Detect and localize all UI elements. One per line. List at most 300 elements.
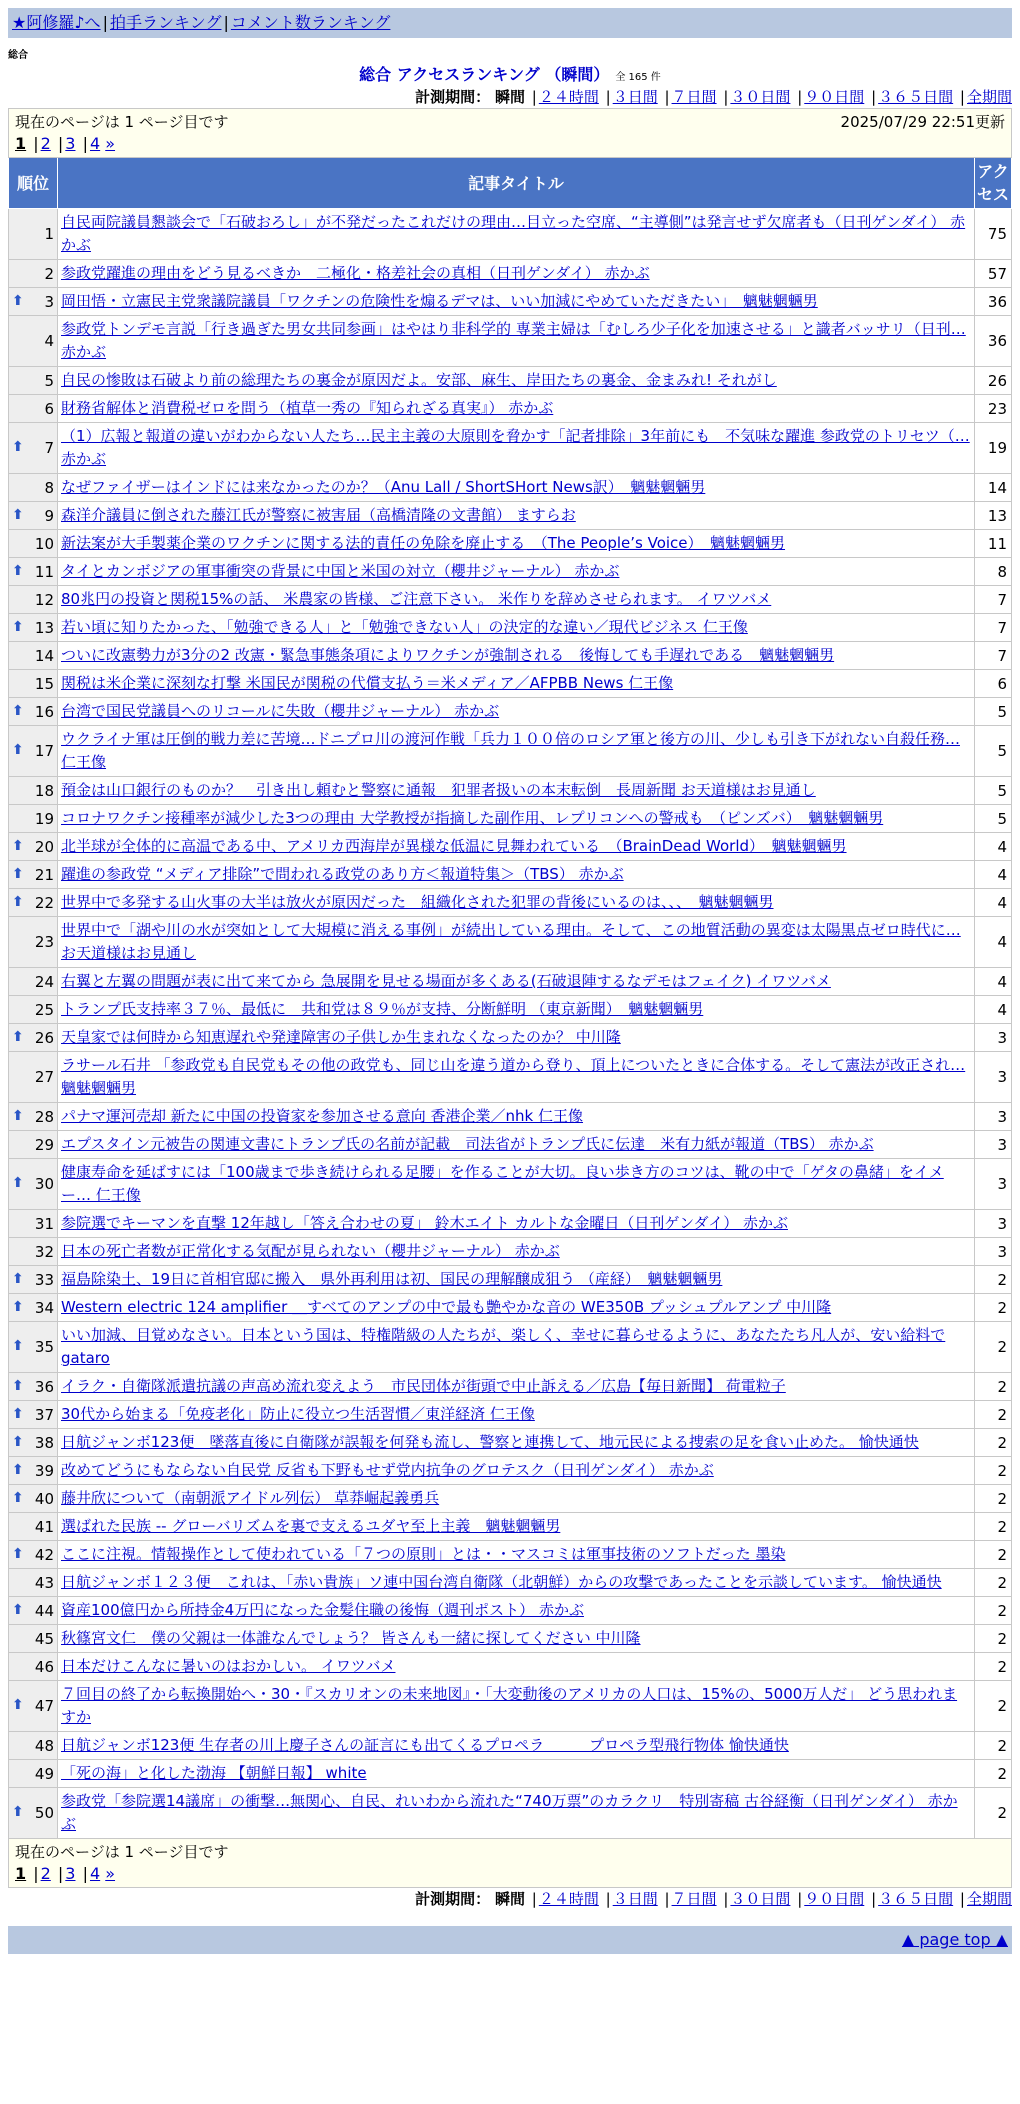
title-cell: [58, 1760, 975, 1788]
up-arrow-icon: ⬆: [12, 1377, 24, 1394]
period-link-7d[interactable]: ７日間: [671, 88, 717, 106]
rank-number: 10: [34, 534, 54, 553]
rank-number: 45: [34, 1629, 54, 1648]
rank-number: 31: [34, 1214, 54, 1233]
article-title-link[interactable]: Western electric 124 amplifier ＿すべてのアンプの中で最も艶やかな音の WE350B プッシュプルアンプ 中川隆: [61, 1298, 832, 1316]
page-info-text-bottom: 現在のページは 1 ページ目です: [15, 1843, 229, 1861]
rank-cell: [9, 614, 58, 642]
rank-number: 1: [44, 225, 54, 243]
title-cell: [58, 288, 975, 316]
table-row: [9, 642, 1012, 670]
up-arrow-icon: ⬆: [12, 562, 24, 579]
title-cell: [58, 1052, 975, 1103]
article-title-link[interactable]: 台湾で国民党議員へのリコールに失敗（櫻井ジャーナル） 赤かぶ: [61, 702, 500, 720]
table-row: [9, 209, 1012, 260]
rank-number: 35: [34, 1338, 54, 1356]
table-row: [9, 670, 1012, 698]
access-count: 8: [975, 558, 1012, 586]
access-count: 11: [975, 530, 1012, 558]
article-title-link[interactable]: 日本だけこんなに暑いのはおかしい。 イワツバメ: [61, 1657, 396, 1675]
table-row: [9, 1541, 1012, 1569]
title-cell: [58, 833, 975, 861]
access-count: 4: [975, 917, 1012, 968]
rank-number: 30: [34, 1175, 54, 1193]
title-cell: [58, 1485, 975, 1513]
up-arrow-icon: ⬆: [12, 1338, 24, 1354]
nav-separator: |: [102, 13, 108, 32]
table-row: [9, 1401, 1012, 1429]
article-title-link[interactable]: 参院選でキーマンを直撃 12年越し「答え合わせの夏」 鈴木エイト カルトな金曜日（日刊ゲンダイ） 赤かぶ: [61, 1214, 788, 1232]
table-row: [9, 1569, 1012, 1597]
article-title-link[interactable]: 80兆円の投資と関税15%の話、 米農家の皆様、ご注意下さい。 米作りを辞めさせられます。 イワツバメ: [61, 590, 772, 608]
access-count: 4: [975, 861, 1012, 889]
title-cell: [58, 698, 975, 726]
article-title-link[interactable]: ７回目の終了から転換開始へ・30・『スカリオンの未来地図』・「大変動後のアメリカの人口は、15%の、5000万人だ」 どう思われますか: [61, 1685, 958, 1726]
rank-cell: [9, 1625, 58, 1653]
page-info-footer: [9, 1839, 1012, 1888]
table-row: [9, 1238, 1012, 1266]
title-cell: [58, 614, 975, 642]
rank-number: 4: [44, 332, 54, 350]
access-count: 5: [975, 805, 1012, 833]
table-row: [9, 1131, 1012, 1159]
article-title-link[interactable]: タイとカンボジアの軍事衝突の背景に中国と米国の対立（櫻井ジャーナル） 赤かぶ: [61, 562, 620, 580]
rank-cell: [9, 1238, 58, 1266]
access-count: 2: [975, 1569, 1012, 1597]
article-title-link[interactable]: 自民の惨敗は石破より前の総理たちの裏金が原因だよ。安部、麻生、岸田たちの裏金、金まみれ! それがし: [61, 371, 777, 389]
nav-link-applause-ranking[interactable]: 拍手ランキング: [109, 13, 222, 32]
page-title: [8, 64, 1012, 86]
rank-number: 14: [34, 646, 54, 665]
table-row: [9, 586, 1012, 614]
table-row: [9, 1457, 1012, 1485]
rank-number: 39: [34, 1461, 54, 1480]
up-arrow-icon: ⬆: [12, 742, 24, 758]
rank-number: 36: [34, 1377, 54, 1396]
table-row: [9, 1103, 1012, 1131]
article-title-link[interactable]: 福島除染土、19日に首相官邸に搬入 県外再利用は初、国民の理解醸成狙う （産経） 魑魅魍魎男: [61, 1270, 723, 1288]
page-top-link[interactable]: ▲ page top ▲: [901, 1930, 1008, 1949]
period-current: 瞬間: [494, 1890, 525, 1908]
article-title-link[interactable]: 財務省解体と消費税ゼロを問う（植草一秀の『知られざる真実』） 赤かぶ: [61, 399, 554, 417]
page-link-4[interactable]: 4: [89, 1864, 101, 1883]
article-title-link[interactable]: 岡田悟・立憲民主党衆議院議員「ワクチンの危険性を煽るデマは、いい加減にやめていただきたい」 魑魅魍魎男: [61, 292, 818, 310]
title-cell: [58, 670, 975, 698]
title-cell: [58, 805, 975, 833]
up-arrow-icon: ⬆: [12, 1175, 24, 1191]
rank-number: 26: [34, 1028, 54, 1047]
rank-cell: [9, 288, 58, 316]
rank-number: 48: [34, 1736, 54, 1755]
period-current: 瞬間: [494, 88, 525, 106]
rank-cell: [9, 889, 58, 917]
article-title-link[interactable]: トランプ氏支持率３７％、最低に 共和党は８９％が支持、分断鮮明 （東京新聞） 魑魅魍魎男: [61, 1000, 704, 1018]
table-row: [9, 1322, 1012, 1373]
article-title-link[interactable]: なぜファイザーはインドには来なかったのか？（Anu Lall / ShortSHort News訳） 魑魅魍魎男: [61, 478, 706, 496]
rank-cell: [9, 1052, 58, 1103]
access-count: 3: [975, 1052, 1012, 1103]
table-row: [9, 1597, 1012, 1625]
rank-number: 43: [34, 1573, 54, 1592]
rank-cell: [9, 367, 58, 395]
article-title-link[interactable]: ここに注視。情報操作として使われている「７つの原則」とは・・マスコミは軍事技術のソフトだった 墨染: [61, 1545, 786, 1563]
access-count: 4: [975, 968, 1012, 996]
rank-cell: [9, 1485, 58, 1513]
rank-cell: [9, 1429, 58, 1457]
title-cell: [58, 996, 975, 1024]
title-cell: [58, 1401, 975, 1429]
up-arrow-icon: ⬆: [12, 1601, 24, 1618]
rank-number: 50: [34, 1804, 54, 1822]
rank-cell: [9, 423, 58, 474]
access-count: 6: [975, 670, 1012, 698]
page-current: 1: [15, 1864, 27, 1883]
article-title-link[interactable]: 預金は山口銀行のものか？ 引き出し頼むと警察に通報 犯罪者扱いの本末転倒 長周新聞 お天道様はお見通し: [61, 781, 816, 799]
period-link-90d[interactable]: ９０日間: [804, 88, 865, 106]
article-title-link[interactable]: いい加減、目覚めなさい。日本という国は、特権階級の人たちが、楽しく、幸せに暮らせるように、あなたたち凡人が、安い給料で gataro: [61, 1326, 946, 1367]
table-row: [9, 1266, 1012, 1294]
table-row: [9, 1513, 1012, 1541]
rank-cell: [9, 530, 58, 558]
table-row: [9, 1429, 1012, 1457]
page-link-4[interactable]: 4: [89, 134, 101, 153]
title-cell: [58, 1732, 975, 1760]
title-cell: [58, 1322, 975, 1373]
article-title-link[interactable]: 資産100億円から所持金4万円になった金髪住職の後悔（週刊ポスト） 赤かぶ: [61, 1601, 584, 1619]
rank-cell: [9, 502, 58, 530]
access-count: 2: [975, 1597, 1012, 1625]
title-cell: [58, 861, 975, 889]
article-title-link[interactable]: 30代から始まる「免疫老化」防止に役立つ生活習慣／東洋経済 仁王像: [61, 1405, 535, 1423]
page-link-3[interactable]: 3: [65, 134, 76, 153]
title-cell: [58, 316, 975, 367]
access-count: 57: [975, 260, 1012, 288]
period-link-365d[interactable]: ３６５日間: [878, 1890, 954, 1908]
article-title-link[interactable]: 選ばれた民族 -- グローバリズムを裏で支えるユダヤ至上主義 魑魅魍魎男: [61, 1517, 561, 1535]
pagination-top: 1 | 2 | 3 | 4 »: [15, 134, 116, 153]
rank-number: 28: [34, 1107, 54, 1126]
period-label: 計測期間：: [415, 88, 491, 106]
rank-number: 46: [34, 1657, 54, 1676]
table-row: [9, 1210, 1012, 1238]
period-link-24h[interactable]: ２４時間: [538, 1890, 599, 1908]
article-title-link[interactable]: 参政党「参院選14議席」の衝撃…無関心、自民、れいわから流れた“740万票”のカラクリ 特別寄稿 古谷経衡（日刊ゲンダイ） 赤かぶ: [61, 1792, 958, 1833]
period-link-90d[interactable]: ９０日間: [804, 1890, 865, 1908]
rank-cell: [9, 1541, 58, 1569]
up-arrow-icon: ⬆: [12, 1804, 24, 1820]
table-row: [9, 777, 1012, 805]
up-arrow-icon: ⬆: [12, 1697, 24, 1713]
rank-cell: [9, 1266, 58, 1294]
title-cell: [58, 726, 975, 777]
rank-cell: [9, 395, 58, 423]
nav-separator: |: [223, 13, 229, 32]
rank-number: 2: [44, 264, 54, 283]
up-arrow-icon: ⬆: [12, 1461, 24, 1478]
article-title-link[interactable]: パナマ運河売却 新たに中国の投資家を参加させる意向 香港企業／nhk 仁王像: [61, 1107, 584, 1125]
access-count: 2: [975, 1513, 1012, 1541]
rank-number: 29: [34, 1135, 54, 1154]
table-row: [9, 833, 1012, 861]
article-title-link[interactable]: 日航ジャンボ123便 生存者の川上慶子さんの証言にも出てくるプロペラ プロペラ型飛行物体 愉快通快: [61, 1736, 789, 1754]
access-count: 4: [975, 889, 1012, 917]
title-cell: [58, 423, 975, 474]
rank-number: 22: [34, 893, 54, 912]
rank-cell: [9, 1131, 58, 1159]
page-link-3[interactable]: 3: [65, 1864, 76, 1883]
rank-number: 13: [34, 618, 54, 637]
rank-cell: [9, 726, 58, 777]
title-cell: [58, 1131, 975, 1159]
rank-cell: [9, 1653, 58, 1681]
article-title-link[interactable]: ラサール石井 「参政党も自民党もその他の政党も、同じ山を違う道から登り、頂上についたときに合体する。そして憲法が改正され… 魑魅魍魎男: [61, 1056, 966, 1097]
rank-cell: [9, 474, 58, 502]
article-title-link[interactable]: 天皇家では何時から知恵遅れや発達障害の子供しか生まれなくなったのか？ 中川隆: [61, 1028, 621, 1046]
title-cell: [58, 1457, 975, 1485]
rank-cell: [9, 968, 58, 996]
rank-number: 9: [44, 506, 54, 525]
table-row: [9, 698, 1012, 726]
rank-number: 42: [34, 1545, 54, 1564]
up-arrow-icon: ⬆: [12, 1107, 24, 1124]
table-row: [9, 1653, 1012, 1681]
title-cell: [58, 558, 975, 586]
article-title-link[interactable]: 自民両院議員懇談会で「石破おろし」が不発だったこれだけの理由…目立った空席、“主導側”は発言せず欠席者も（日刊ゲンダイ） 赤かぶ: [61, 213, 966, 254]
access-count: 2: [975, 1788, 1012, 1839]
article-title-link[interactable]: イラク・自衛隊派遣抗議の声高め流れ変えよう 市民団体が街頭で中止訴える／広島【毎日新聞】 荷電粒子: [61, 1377, 786, 1395]
rank-cell: [9, 1513, 58, 1541]
table-row: [9, 917, 1012, 968]
table-row: [9, 260, 1012, 288]
access-count: 4: [975, 833, 1012, 861]
page-link-2[interactable]: 2: [40, 134, 51, 153]
rank-number: 15: [34, 674, 54, 693]
table-row: [9, 805, 1012, 833]
period-selector-top: 計測期間： 瞬間 | ２４時間 | ３日間 | ７日間 | ３０日間 | ９０日間 | ３６５日間 | 全期間: [415, 88, 1012, 106]
article-title-link[interactable]: 秋篠宮文仁 僕の父親は一体誰なんでしょう？ 皆さんも一緒に探してください 中川隆: [61, 1629, 641, 1647]
title-cell: [58, 1373, 975, 1401]
table-row: [9, 367, 1012, 395]
access-count: 3: [975, 1159, 1012, 1210]
rank-cell: [9, 698, 58, 726]
article-title-link[interactable]: 日航ジャンボ１２３便 これは、「赤い貴族」ソ連中国台湾自衛隊（北朝鮮）からの攻撃であったことを示談しています。 愉快通快: [61, 1573, 942, 1591]
rank-cell: [9, 209, 58, 260]
table-row: [9, 1760, 1012, 1788]
rank-number: 20: [34, 837, 54, 856]
title-cell: [58, 530, 975, 558]
period-link-30d[interactable]: ３０日間: [730, 88, 791, 106]
rank-cell: [9, 1294, 58, 1322]
period-link-7d[interactable]: ７日間: [671, 1890, 717, 1908]
title-cell: [58, 1653, 975, 1681]
title-cell: [58, 586, 975, 614]
table-row: [9, 530, 1012, 558]
article-title-link[interactable]: 健康寿命を延ばすには「100歳まで歩き続けられる足腰」を作ることが大切。良い歩き方のコツは、靴の中で「ゲタの鼻緒」をイメー… 仁王像: [61, 1163, 944, 1204]
access-count: 2: [975, 1457, 1012, 1485]
article-title-link[interactable]: 日航ジャンボ123便 墜落直後に自衛隊が誤報を何発も流し、警察と連携して、地元民による捜索の足を食い止めた。 愉快通快: [61, 1433, 919, 1451]
up-arrow-icon: ⬆: [12, 1270, 24, 1287]
up-arrow-icon: ⬆: [12, 1405, 24, 1422]
rank-cell: [9, 670, 58, 698]
title-cell: [58, 889, 975, 917]
article-title-link[interactable]: （1）広報と報道の違いがわからない人たち…民主主義の大原則を脅かす「記者排除」3年前にも 不気味な躍進 参政党のトリセツ（… 赤かぶ: [61, 427, 970, 468]
up-arrow-icon: ⬆: [12, 1489, 24, 1506]
article-title-link[interactable]: 躍進の参政党 “メディア排除”で問われる政党のあり方＜報道特集＞（TBS） 赤かぶ: [61, 865, 624, 883]
up-arrow-icon: ⬆: [12, 837, 24, 854]
table-row: [9, 996, 1012, 1024]
article-title-link[interactable]: 新法案が大手製薬企業のワクチンに関する法的責任の免除を廃止する （The People’s Voice） 魑魅魍魎男: [61, 534, 786, 552]
table-row: [9, 1159, 1012, 1210]
top-nav: [8, 8, 1012, 38]
rank-number: 21: [34, 865, 54, 884]
rank-number: 34: [34, 1298, 54, 1317]
access-count: 2: [975, 1625, 1012, 1653]
title-cell: [58, 1238, 975, 1266]
article-title-link[interactable]: 日本の死亡者数が正常化する気配が見られない（櫻井ジャーナル） 赤かぶ: [61, 1242, 560, 1260]
page-link-2[interactable]: 2: [40, 1864, 51, 1883]
rank-cell: [9, 1373, 58, 1401]
article-title-link[interactable]: コロナワクチン接種率が減少した3つの理由 大学教授が指摘した副作用、レプリコンへの警戒も （ピンズバ） 魑魅魍魎男: [61, 809, 884, 827]
nav-link-ashura[interactable]: ★阿修羅♪へ: [12, 13, 101, 32]
period-link-30d[interactable]: ３０日間: [730, 1890, 791, 1908]
access-count: 5: [975, 777, 1012, 805]
rank-number: 17: [34, 742, 54, 760]
title-cell: [58, 1266, 975, 1294]
rank-number: 41: [34, 1517, 54, 1536]
period-link-3d[interactable]: ３日間: [612, 88, 658, 106]
col-header-title: 記事タイトル: [58, 158, 975, 209]
period-link-365d[interactable]: ３６５日間: [878, 88, 954, 106]
article-title-link[interactable]: 森洋介議員に倒された藤江氏が警察に被害届（高橋清隆の文書館） ますらお: [61, 506, 576, 524]
article-title-link[interactable]: 藤井欣について（南朝派アイドル列伝） 草莽崛起義勇兵: [61, 1489, 440, 1507]
access-count: 7: [975, 614, 1012, 642]
rank-cell: [9, 1732, 58, 1760]
rank-number: 8: [44, 478, 54, 497]
article-title-link[interactable]: 右翼と左翼の問題が表に出て来てから 急展開を見せる場面が多くある(石破退陣するなデモはフェイク) イワツバメ: [61, 972, 831, 990]
rank-cell: [9, 917, 58, 968]
rank-cell: [9, 586, 58, 614]
article-title-link[interactable]: 参政党トンデモ言説「行き過ぎた男女共同参画」はやはり非科学的 専業主婦は「むしろ少子化を加速させる」と識者バッサリ（日刊… 赤かぶ: [61, 320, 966, 361]
rank-number: 44: [34, 1601, 54, 1620]
article-title-link[interactable]: 「死の海」と化した渤海 【朝鮮日報】 white: [61, 1764, 367, 1782]
rank-number: 6: [44, 399, 54, 418]
title-cell: [58, 1429, 975, 1457]
page-next-link[interactable]: »: [105, 134, 116, 153]
article-title-link[interactable]: ウクライナ軍は圧倒的戦力差に苦境…ドニプロ川の渡河作戦「兵力１００倍のロシア軍と後方の川、少しも引き下がれない自殺任務… 仁王像: [61, 730, 960, 771]
access-count: 7: [975, 586, 1012, 614]
title-cell: [58, 968, 975, 996]
access-count: 5: [975, 726, 1012, 777]
rank-cell: [9, 1760, 58, 1788]
bottom-bar: [8, 1926, 1012, 1954]
access-count: 13: [975, 502, 1012, 530]
table-row: [9, 1052, 1012, 1103]
rank-number: 37: [34, 1405, 54, 1424]
page-next-link[interactable]: »: [105, 1864, 116, 1883]
period-link-all[interactable]: 全期間: [966, 88, 1012, 106]
article-title-link[interactable]: 世界中で「湖や川の水が突如として大規模に消える事例」が続出している理由。そして、この地質活動の異変は太陽黒点ゼロ時代に… お天道様はお見通し: [61, 921, 961, 962]
rank-cell: [9, 260, 58, 288]
up-arrow-icon: ⬆: [12, 1433, 24, 1450]
article-title-link[interactable]: 参政党躍進の理由をどう見るべきか 二極化・格差社会の真相（日刊ゲンダイ） 赤かぶ: [61, 264, 650, 282]
total-count: 全 165 件: [615, 72, 661, 83]
updated-time: 2025/07/29 22:51更新: [840, 113, 1005, 131]
table-row: [9, 474, 1012, 502]
title-cell: [58, 367, 975, 395]
access-count: 5: [975, 698, 1012, 726]
access-count: 3: [975, 1103, 1012, 1131]
title-cell: [58, 395, 975, 423]
access-count: 2: [975, 1760, 1012, 1788]
title-cell: [58, 260, 975, 288]
article-title-link[interactable]: 関税は米企業に深刻な打撃 米国民が関税の代償支払う＝米メディア／AFPBB News 仁王像: [61, 674, 674, 692]
rank-cell: [9, 1024, 58, 1052]
access-count: 2: [975, 1429, 1012, 1457]
page-info-header: [9, 109, 1012, 158]
rank-cell: [9, 1401, 58, 1429]
table-row: [9, 726, 1012, 777]
table-row: [9, 1681, 1012, 1732]
table-row: [9, 614, 1012, 642]
rank-number: 38: [34, 1433, 54, 1452]
table-row: [9, 1024, 1012, 1052]
period-link-all[interactable]: 全期間: [966, 1890, 1012, 1908]
article-title-link[interactable]: 改めてどうにもならない自民党 反省も下野もせず党内抗争のグロテスク（日刊ゲンダイ） 赤かぶ: [61, 1461, 714, 1479]
rank-number: 12: [34, 590, 54, 609]
title-cell: [58, 209, 975, 260]
rank-number: 32: [34, 1242, 54, 1261]
period-link-3d[interactable]: ３日間: [612, 1890, 658, 1908]
access-count: 23: [975, 395, 1012, 423]
rank-number: 47: [34, 1697, 54, 1715]
title-cell: [58, 1681, 975, 1732]
period-label: 計測期間：: [415, 1890, 491, 1908]
title-cell: [58, 474, 975, 502]
period-link-24h[interactable]: ２４時間: [538, 88, 599, 106]
access-count: 2: [975, 1681, 1012, 1732]
access-count: 2: [975, 1732, 1012, 1760]
up-arrow-icon: ⬆: [12, 893, 24, 910]
nav-link-comment-ranking[interactable]: コメント数ランキング: [230, 13, 391, 32]
access-count: 19: [975, 423, 1012, 474]
article-title-link[interactable]: 世界中で多発する山火事の大半は放火が原因だった 組織化された犯罪の背後にいるのは、、、 魑魅魍魎男: [61, 893, 774, 911]
rank-cell: [9, 1788, 58, 1839]
period-selector-bottom: 計測期間： 瞬間 | ２４時間 | ３日間 | ７日間 | ３０日間 | ９０日間 | ３６５日間 | 全期間: [415, 1890, 1012, 1908]
access-count: 3: [975, 1238, 1012, 1266]
rank-number: 23: [34, 933, 54, 951]
rank-number: 27: [34, 1068, 54, 1086]
rank-cell: [9, 1322, 58, 1373]
article-title-link[interactable]: 若い頃に知りたかった、「勉強できる人」と「勉強できない人」の決定的な違い／現代ビジネス 仁王像: [61, 618, 748, 636]
table-row: [9, 1294, 1012, 1322]
access-count: 2: [975, 1401, 1012, 1429]
table-row: [9, 395, 1012, 423]
title-cell: [58, 1541, 975, 1569]
access-count: 2: [975, 1373, 1012, 1401]
access-count: 36: [975, 288, 1012, 316]
access-count: 26: [975, 367, 1012, 395]
rank-number: 24: [34, 972, 54, 991]
article-title-link[interactable]: ついに改憲勢力が3分の2 改憲・緊急事態条項によりワクチンが強制される 後悔しても手遅れである 魑魅魍魎男: [61, 646, 835, 664]
title-cell: [58, 917, 975, 968]
table-row: [9, 1732, 1012, 1760]
access-count: 4: [975, 996, 1012, 1024]
rank-cell: [9, 1681, 58, 1732]
title-cell: [58, 642, 975, 670]
article-title-link[interactable]: 北半球が全体的に高温である中、アメリカ西海岸が異様な低温に見舞われている （BrainDead World） 魑魅魍魎男: [61, 837, 847, 855]
up-arrow-icon: ⬆: [12, 292, 24, 309]
article-title-link[interactable]: エプスタイン元被告の関連文書にトランプ氏の名前が記載 司法省がトランプ氏に伝達 米有力紙が報道（TBS） 赤かぶ: [61, 1135, 874, 1153]
